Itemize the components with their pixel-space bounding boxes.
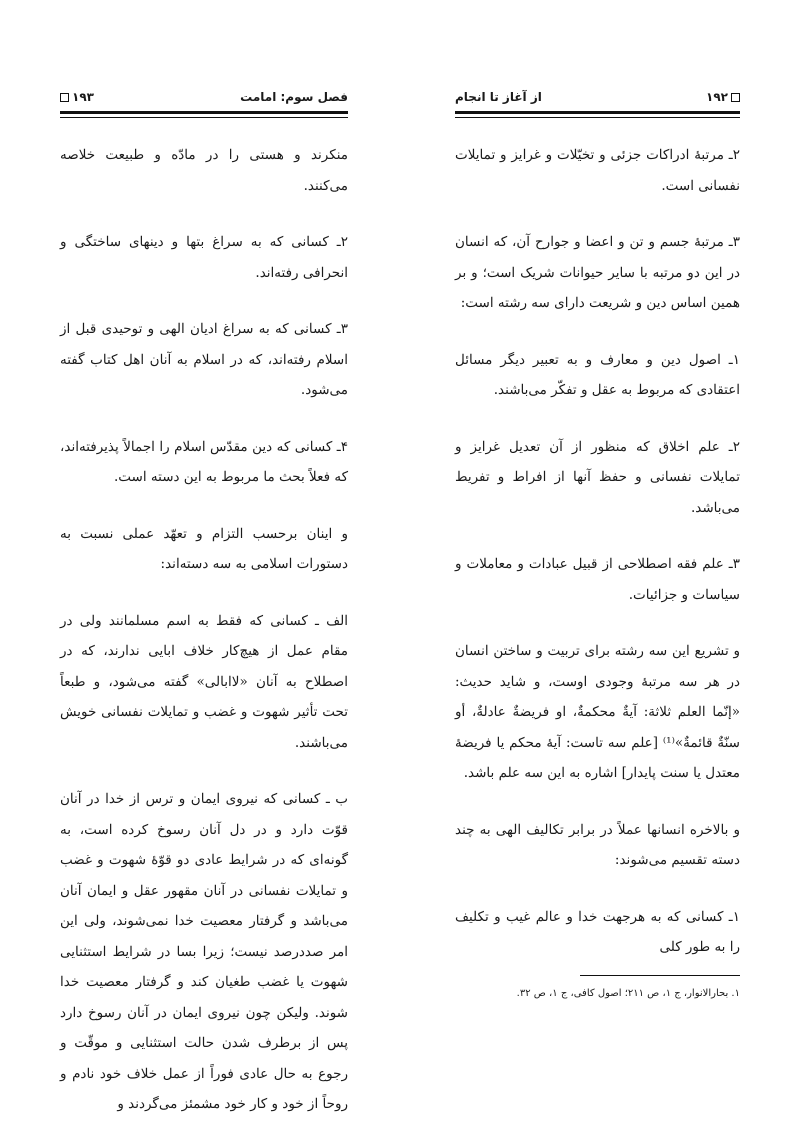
paragraph: ۲ـ علم اخلاق که منظور از آن تعدیل غرایز و تمایلات نفسانی و حفظ آنها از افراط و تفریط می‌باشد.: [455, 438, 740, 516]
paragraph: ۱ـ کسانی که به هرجهت خدا و عالم غیب و تکلیف را به طور کلی: [455, 908, 740, 955]
paragraph: منکرند و هستی را در مادّه و طبیعت خلاصه می‌کنند.: [60, 147, 348, 194]
paragraph: ۴ـ کسانی که دین مقدّس اسلام را اجمالاً پذیرفته‌اند، که فعلاً بحث ما مربوط به این دسته است.: [60, 438, 348, 485]
page-marker-icon: [731, 93, 740, 102]
paragraph: الف ـ کسانی که فقط به اسم مسلمانند ولی در مقام عمل از هیچ‌کار خلاف ابایی ندارند، که در اصطلاح به آنان «لاابالی» گفته می‌شود، و طبعاً تحت تأثیر شهوت و غضب و تمایلات نفسانی خویش می‌باشند.: [60, 612, 348, 751]
running-header-title: فصل سوم: امامت: [240, 90, 348, 104]
header-rule-thick: [60, 111, 348, 114]
paragraph: ۲ـ مرتبهٔ ادراکات جزئی و تخیّلات و غرایز و تمایلات نفسانی است.: [455, 147, 740, 194]
paragraph: ۲ـ کسانی که به سراغ بتها و دینهای ساختگی و انحرافی رفته‌اند.: [60, 234, 348, 281]
page-number-block: [60, 90, 94, 104]
running-header-title: از آغاز تا انجام: [455, 90, 542, 104]
paragraph: ۱ـ اصول دین و معارف و به تعبیر دیگر مسائل اعتقادی که مربوط به عقل و تفکّر می‌باشند.: [455, 351, 740, 398]
paragraph: ۳ـ کسانی که به سراغ ادیان الهی و توحیدی قبل از اسلام رفته‌اند، که در اسلام به آنان اهل کتاب گفته می‌شود.: [60, 321, 348, 398]
footnote-rule: [580, 975, 740, 976]
footnote: ۱. بحارالانوار، ج ۱، ص ۲۱۱؛ اصول کافی، ج ۱، ص ۳۲.: [516, 988, 740, 999]
paragraph: و بالاخره انسانها عملاً در برابر تکالیف الهی به چند دسته تقسیم می‌شوند:: [455, 821, 740, 868]
paragraph: ۳ـ مرتبهٔ جسم و تن و اعضا و جوارح آن، که انسان در این دو مرتبه با سایر حیوانات شریک است؛ و بر همین اساس دین و شریعت دارای سه رشته است:: [455, 234, 740, 311]
paragraph: ب ـ کسانی که نیروی ایمان و ترس از خدا در آنان قوّت دارد و در دل آنان رسوخ کرده است، به گونه‌ای که در شرایط عادی دو قوّهٔ شهوت و غضب و تمایلات نفسانی در آنان مقهور عقل و ایمان آنان می‌باشد و گرفتار معصیت خدا نمی‌شوند، ولی این امر صددرصد نیست؛ زیرا بسا در شرایط استثنایی شهوت یا غضب طغیان کند و گرفتار معصیت خدا شوند. ولیکن چون نیروی ایمان در آنان رسوخ دارد پس از برطرف شدن حالت استثنایی و موقّت و رجوع به حال عادی فوراً از عمل خلاف خود نادم و روحاً از خود و کار خود مشمئز می‌گردند و: [60, 791, 348, 1112]
paragraph: و اینان برحسب التزام و تعهّد عملی نسبت به دستورات اسلامی به سه دسته‌اند:: [60, 525, 348, 572]
page-marker-icon: [60, 93, 69, 102]
header-rule-thin: [455, 117, 740, 118]
header-rule-thick: [455, 111, 740, 114]
paragraph: ۳ـ علم فقه اصطلاحی از قبیل عبادات و معاملات و سیاسات و جزائیات.: [455, 556, 740, 603]
page-header: [455, 86, 740, 108]
page-number: ۱۹۳: [72, 90, 94, 104]
paragraph: و تشریع این سه رشته برای تربیت و ساختن انسان در هر سه مرتبهٔ وجودی اوست، و شاید حدیث: «إنّما العلم ثلاثة: آيةٌ محكمةٌ، او فريضةٌ عادلةٌ، أو سنّةٌ قائمةٌ»⁽¹⁾ [علم سه تاست: آیهٔ محکم یا فریضهٔ معتدل یا سنت پایدار] اشاره به این سه علم باشد.: [455, 643, 740, 781]
page-number: ۱۹۲: [706, 90, 728, 104]
page-header: [60, 86, 348, 108]
page-body: [60, 140, 348, 1146]
header-rule-thin: [60, 117, 348, 118]
right-page: [400, 0, 800, 1100]
left-page: [0, 0, 400, 1112]
page-number-block: [706, 90, 740, 104]
page-body: [455, 140, 740, 989]
